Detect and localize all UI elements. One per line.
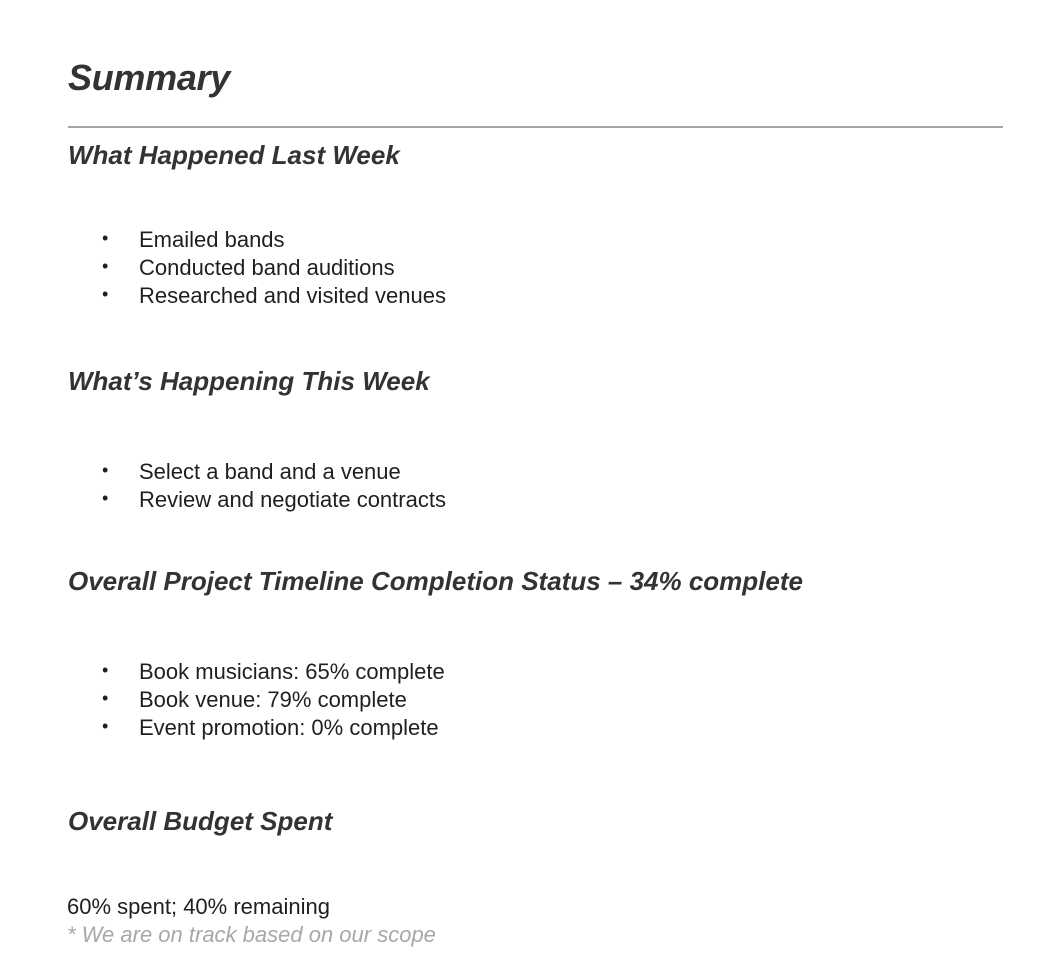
bullet-icon: • bbox=[102, 660, 109, 680]
budget-status: 60% spent; 40% remaining bbox=[67, 894, 330, 919]
list-item-text: Book musicians: 65% complete bbox=[139, 659, 445, 684]
bullet-icon: • bbox=[102, 716, 109, 736]
list-item-text: Researched and visited venues bbox=[139, 283, 446, 308]
bullet-icon: • bbox=[102, 460, 109, 480]
bullet-icon: • bbox=[102, 284, 109, 304]
section-heading-this-week: What’s Happening This Week bbox=[68, 366, 430, 396]
list-item-text: Event promotion: 0% complete bbox=[139, 715, 439, 740]
bullet-icon: • bbox=[102, 488, 109, 508]
list-item-text: Conducted band auditions bbox=[139, 255, 395, 280]
title-divider bbox=[68, 126, 1003, 128]
bullet-icon: • bbox=[102, 256, 109, 276]
list-item-text: Select a band and a venue bbox=[139, 459, 401, 484]
list-item-text: Emailed bands bbox=[139, 227, 285, 252]
list-item-text: Review and negotiate contracts bbox=[139, 487, 446, 512]
list-item-text: Book venue: 79% complete bbox=[139, 687, 407, 712]
section-heading-budget: Overall Budget Spent bbox=[68, 806, 333, 836]
bullet-icon: • bbox=[102, 228, 109, 248]
section-heading-timeline-status: Overall Project Timeline Completion Status – 34% complete bbox=[68, 566, 803, 596]
budget-note: * We are on track based on our scope bbox=[67, 922, 436, 947]
section-heading-last-week: What Happened Last Week bbox=[68, 140, 400, 170]
page-title: Summary bbox=[68, 57, 230, 98]
bullet-icon: • bbox=[102, 688, 109, 708]
